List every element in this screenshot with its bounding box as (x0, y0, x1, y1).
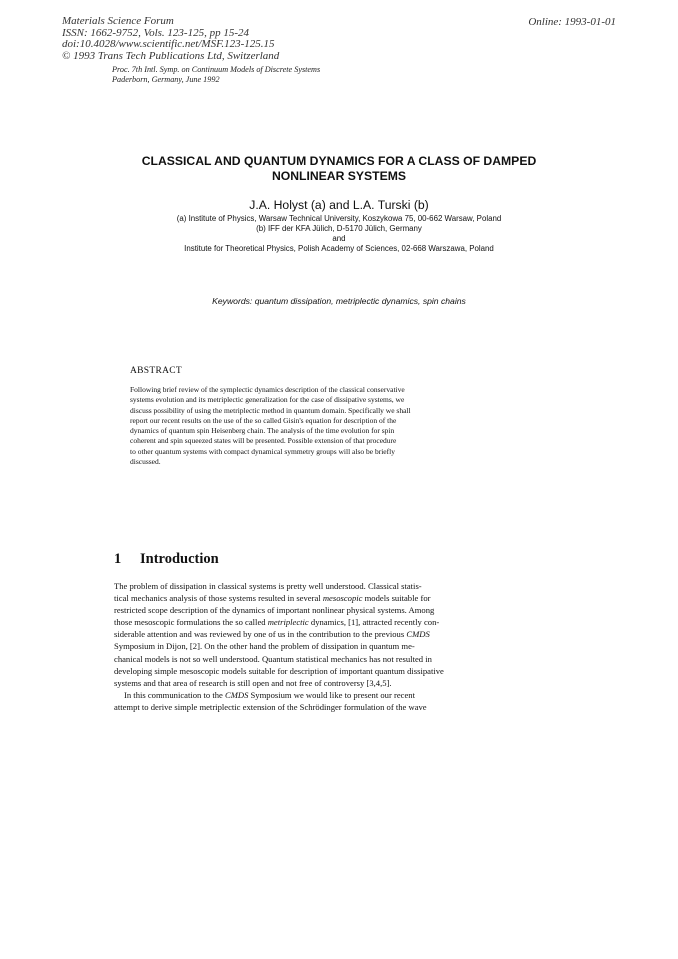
paper-title-line-2: NONLINEAR SYSTEMS (271, 169, 407, 183)
abstract-line: coherent and spin squeezed states will be presented. Possible extension of that procedure (130, 436, 397, 446)
section-heading-introduction (114, 551, 219, 568)
affiliation-line: (a) Institute of Physics, Warsaw Technical University, Koszykowa 75, 00-662 Warsaw, Poland (176, 214, 502, 223)
affiliation-line: and (332, 234, 346, 243)
intro-line: developing simple mesoscopic models suitable for description of important quantum dissipative (114, 665, 444, 676)
paper-title (100, 154, 578, 184)
affiliations (100, 214, 578, 254)
intro-text: Symposium we would like to present our recent (248, 689, 415, 700)
intro-line: Symposium in Dijon, [2]. On the other hand the problem of dissipation in quantum me- (114, 641, 415, 652)
abstract-line: report our recent results on the use of the so called Gisin's equation for description of the (130, 415, 397, 425)
intro-text: tical mechanics analysis of those systems resulted in several (114, 593, 323, 604)
intro-emphasis: mesoscopic (322, 593, 363, 604)
intro-line: The problem of dissipation in classical systems is pretty well understood. Classical statis- (114, 581, 422, 591)
intro-text: models suitable for (362, 593, 431, 604)
intro-text: dynamics, [1], attracted recently con- (308, 617, 440, 628)
proceedings-line-1: Proc. 7th Intl. Symp. on Continuum Models of Discrete Systems (112, 65, 321, 74)
introduction-body (114, 580, 544, 713)
abstract-line: to other quantum systems with compact dynamical symmetry groups will also be briefly (130, 446, 395, 456)
intro-line: restricted scope description of the dynamics of important nonlinear physical systems. Among (114, 605, 435, 616)
abstract-heading: ABSTRACT (130, 366, 183, 376)
keywords-text: quantum dissipation, metriplectic dynamics, spin chains (254, 296, 466, 306)
intro-text: those mesoscopic formulations the so called (114, 617, 268, 628)
section-number: 1 (114, 551, 122, 567)
intro-emphasis: CMDS (406, 629, 430, 640)
journal-header (62, 16, 279, 62)
intro-line: systems and that area of research is still open and not free of controversy [3,4,5]. (114, 677, 392, 688)
author-list: J.A. Holyst (a) and L.A. Turski (b) (249, 198, 429, 212)
affiliation-line: Institute for Theoretical Physics, Polish Academy of Sciences, 02-668 Warszawa, Poland (184, 244, 494, 253)
proceedings-line-2: Paderborn, Germany, June 1992 (112, 75, 220, 84)
abstract-line: discussed. (130, 457, 161, 467)
intro-emphasis: metriplectic (267, 617, 309, 628)
keywords-line (100, 296, 578, 306)
intro-line (114, 689, 544, 701)
intro-line (114, 628, 544, 640)
paper-title-line-1: CLASSICAL AND QUANTUM DYNAMICS FOR A CLASS OF DAMPED (141, 154, 537, 168)
section-title: Introduction (140, 551, 219, 567)
intro-line: chanical models is not so well understood. Quantum statistical mechanics has not resulted in (114, 653, 432, 664)
doi-line[interactable]: doi:10.4028/www.scientific.net/MSF.123-125.15 (62, 38, 275, 50)
intro-text: siderable attention and was reviewed by one of us in the contribution to the previous (114, 629, 407, 640)
keywords-label: Keywords: (212, 296, 253, 306)
abstract-line: dynamics of quantum spin Heisenberg chain. The analysis of the time evolution for spin (130, 426, 395, 436)
intro-emphasis: CMDS (224, 689, 249, 700)
intro-line: attempt to derive simple metriplectic extension of the Schrödinger formulation of the wave (114, 701, 427, 712)
issn-line: ISSN: 1662-9752, Vols. 123-125, pp 15-24 (62, 26, 249, 39)
intro-text: In this communication to the (124, 689, 225, 700)
abstract-line: systems evolution and its metriplectic generalization for the case of dissipative systems, we (130, 395, 405, 405)
copyright-line: © 1993 Trans Tech Publications Ltd, Switzerland (62, 49, 280, 62)
proceedings-info (112, 65, 320, 85)
online-date: Online: 1993-01-01 (528, 16, 616, 28)
journal-name: Materials Science Forum (62, 15, 174, 27)
intro-line (114, 616, 544, 628)
abstract-body (130, 385, 530, 467)
intro-line (114, 592, 544, 604)
abstract-line: discuss possibility of using the metriplectic method in quantum domain. Specifically we shall (130, 405, 411, 415)
abstract-line: Following brief review of the symplectic dynamics description of the classical conservative (130, 385, 405, 394)
affiliation-line: (b) IFF der KFA Jülich, D-5170 Jülich, Germany (256, 224, 422, 233)
